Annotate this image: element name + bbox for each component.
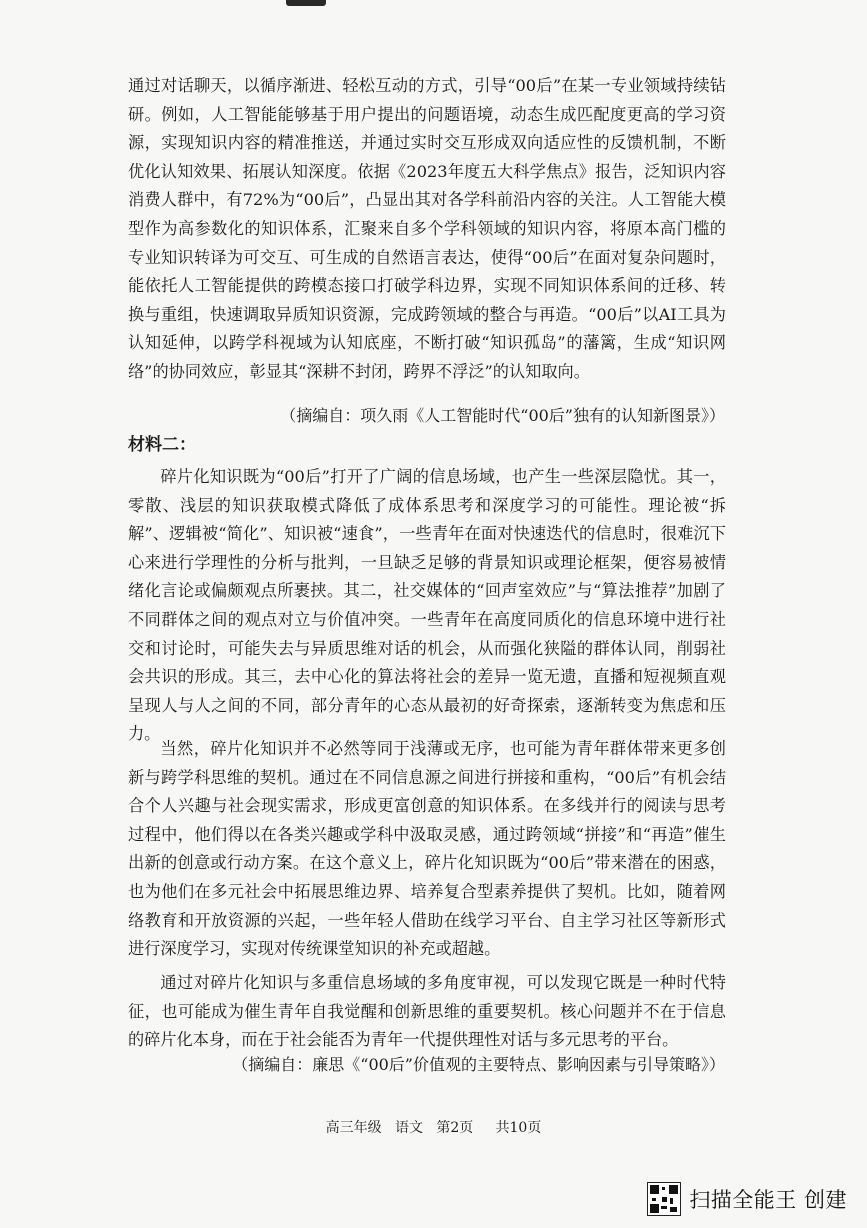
material-two-paragraph-3: 通过对碎片化知识与多重信息场域的多角度审视，可以发现它既是一种时代特征，也可能成为催生青年自我觉醒和创新思维的重要契机。核心问题并不在于信息的碎片化本身，而在于社会能否为青年一代提供理性对话与多元思考的平台。 bbox=[128, 973, 726, 1050]
material-one-source: （摘编自：项久雨《人工智能时代“00后”独有的认知新图景》） bbox=[280, 406, 725, 425]
camscanner-watermark bbox=[647, 1182, 847, 1216]
scan-mark bbox=[286, 0, 326, 6]
material-two-paragraph-1: 碎片化知识既为“00后”打开了广阔的信息场域，也产生一些深层隐忧。其一，零散、浅层的知识获取模式降低了成体系思考和深度学习的可能性。理论被“拆解”、逻辑被“简化”、知识被“速食”，一些青年在面对快速迭代的信息时，很难沉下心来进行学理性的分析与批判，一旦缺乏足够的背景知识或理论框架，便容易被情绪化言论或偏颇观点所裹挟。其二，社交媒体的“回声室效应”与“算法推荐”加剧了不同群体之间的观点对立与价值冲突。一些青年在高度同质化的信息环境中进行社交和讨论时，可能失去与异质思维对话的机会，从而强化狭隘的群体认同，削弱社会共识的形成。其三，去中心化的算法将社会的差异一览无遗，直播和短视频直观呈现人与人之间的不同，部分青年的心态从最初的好奇探索，逐渐转变为焦虑和压力。 bbox=[128, 467, 726, 744]
material-one-paragraph: 通过对话聊天，以循序渐进、轻松互动的方式，引导“00后”在某一专业领域持续钻研。例如，人工智能能够基于用户提出的问题语境，动态生成匹配度更高的学习资源，实现知识内容的精准推送，并通过实时交互形成双向适应性的反馈机制，不断优化认知效果、拓展认知深度。依据《2023年度五大科学焦点》报告，泛知识内容消费人群中，有72%为“00后”，凸显出其对各学科前沿内容的关注。人工智能大模型作为高参数化的知识体系，汇聚来自多个学科领域的知识内容，将原本高门槛的专业知识转译为可交互、可生成的自然语言表达，使得“00后”在面对复杂问题时，能依托人工智能提供的跨模态接口打破学科边界，实现不同知识体系间的迁移、转换与重组，快速调取异质知识资源，完成跨领域的整合与再造。“00后”以AI工具为认知延伸，以跨学科视域为认知底座，不断打破“知识孤岛”的藩篱，生成“知识网络”的协同效应，彰显其“深耕不封闭，跨界不浮泛”的认知取向。 bbox=[128, 76, 726, 381]
qr-code-icon bbox=[647, 1182, 681, 1216]
material-two-paragraph-2: 当然，碎片化知识并不必然等同于浅薄或无序，也可能为青年群体带来更多创新与跨学科思维的契机。通过在不同信息源之间进行拼接和重构，“00后”有机会结合个人兴趣与社会现实需求，形成更富创意的知识体系。在多线并行的阅读与思考过程中，他们得以在各类兴趣或学科中汲取灵感，通过跨领域“拼接”和“再造”催生出新的创意或行动方案。在这个意义上，碎片化知识既为“00后”带来潜在的困惑，也为他们在多元社会中拓展思维边界、培养复合型素养提供了契机。比如，随着网络教育和开放资源的兴起，一些年轻人借助在线学习平台、自主学习社区等新形式进行深度学习，实现对传统课堂知识的补充或超越。 bbox=[128, 739, 726, 959]
camscanner-label: 扫描全能王 创建 bbox=[689, 1188, 847, 1212]
material-two-heading: 材料二： bbox=[128, 435, 196, 455]
material-two-source: （摘编自：廉思《“00后”价值观的主要特点、影响因素与引导策略》） bbox=[232, 1055, 725, 1074]
page-footer: 高三年级 语文 第2页 共10页 bbox=[325, 1120, 542, 1136]
